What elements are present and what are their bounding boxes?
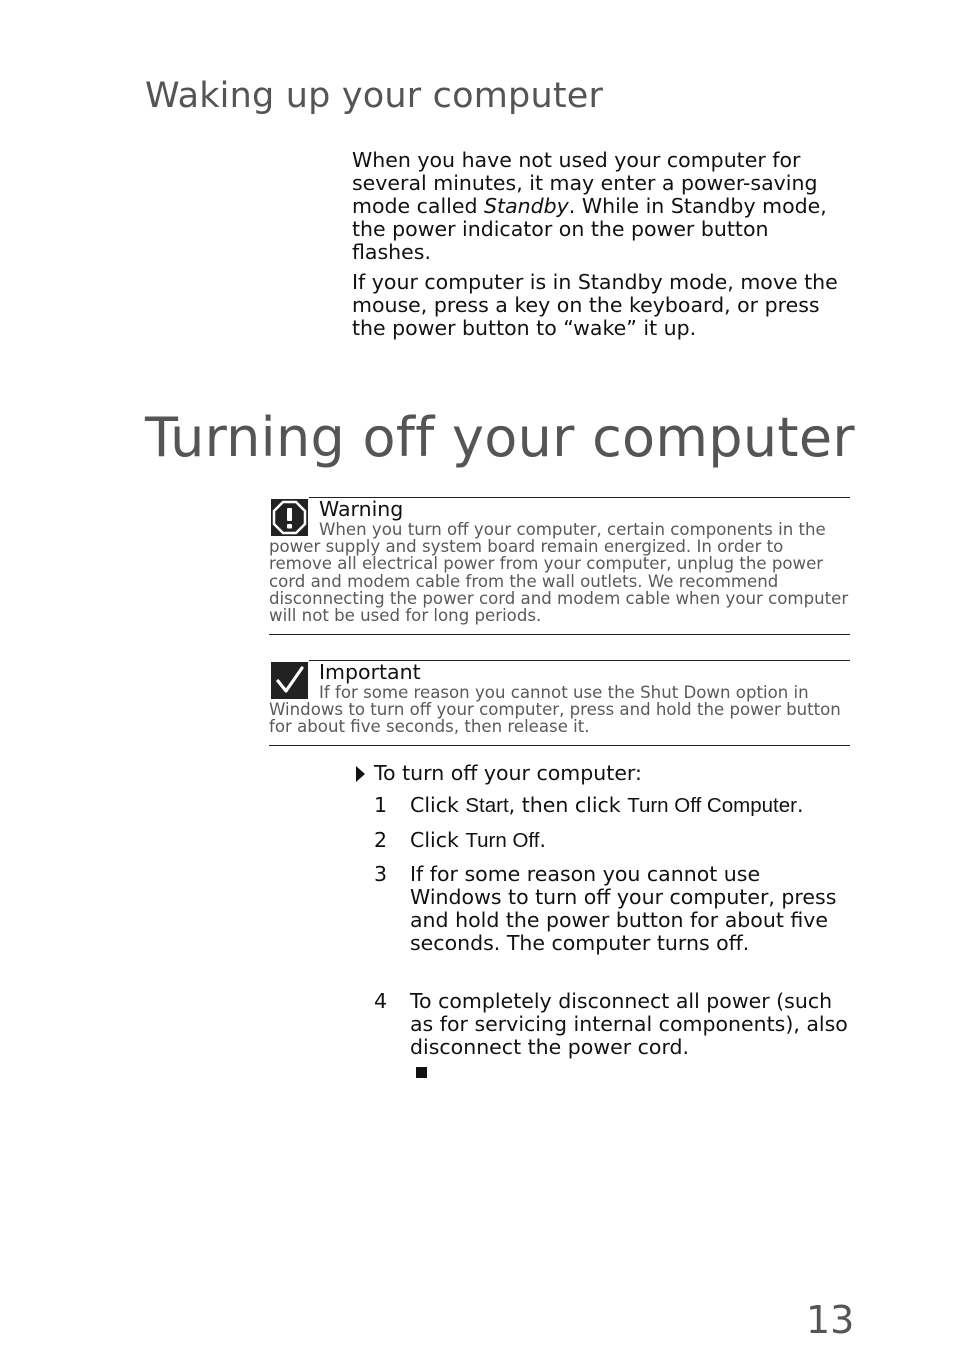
start-ui-term: Start	[465, 794, 509, 817]
warning-text: When you turn off your computer, certain components in the power supply and system board remain energized. In order to remove all electrical power from your computer, unplug the power cord and modem cable from the wall outlets. We recommend disconnecting the power cord and modem cable when your computer will not be used for long periods.	[269, 520, 849, 626]
section-heading-waking: Waking up your computer	[145, 76, 604, 116]
warning-note	[269, 497, 850, 635]
turn-off-ui-term: Turn Off	[465, 829, 540, 852]
end-of-procedure-square-icon	[416, 1067, 427, 1078]
important-label: Important	[319, 660, 421, 684]
procedure-step: 4 To completely disconnect all power (such as for servicing internal components), also disconnect the power cord.	[374, 989, 848, 1059]
procedure-step: 1 Click Start, then click Turn Off Computer.	[374, 793, 804, 817]
turn-off-computer-ui-term: Turn Off Computer	[627, 794, 797, 817]
waking-paragraph-1: When you have not used your computer for several minutes, it may enter a power-saving mode called Standby. While in Standby mode, the power indicator on the power button flashes.	[352, 148, 827, 264]
warning-bottom-rule	[269, 634, 850, 635]
important-text: If for some reason you cannot use the Shut Down option in Windows to turn off your computer, press and hold the power button for about five seconds, then release it.	[269, 683, 841, 737]
procedure-title: To turn off your computer:	[356, 761, 642, 785]
standby-term: Standby	[484, 194, 569, 218]
warning-label: Warning	[319, 497, 404, 521]
important-note	[269, 660, 850, 746]
waking-paragraph-2: If your computer is in Standby mode, move the mouse, press a key on the keyboard, or press the power button to “wake” it up.	[352, 270, 838, 340]
page-title: Turning off your computer	[145, 406, 855, 469]
procedure-step: 2 Click Turn Off.	[374, 828, 546, 852]
procedure-step: 3 If for some reason you cannot use Windows to turn off your computer, press and hold the power button for about five seconds. The computer turns off.	[374, 862, 837, 955]
triangle-right-icon	[356, 766, 365, 782]
important-bottom-rule	[269, 745, 850, 746]
waking-body	[352, 149, 849, 347]
page-number: 13	[806, 1298, 855, 1342]
